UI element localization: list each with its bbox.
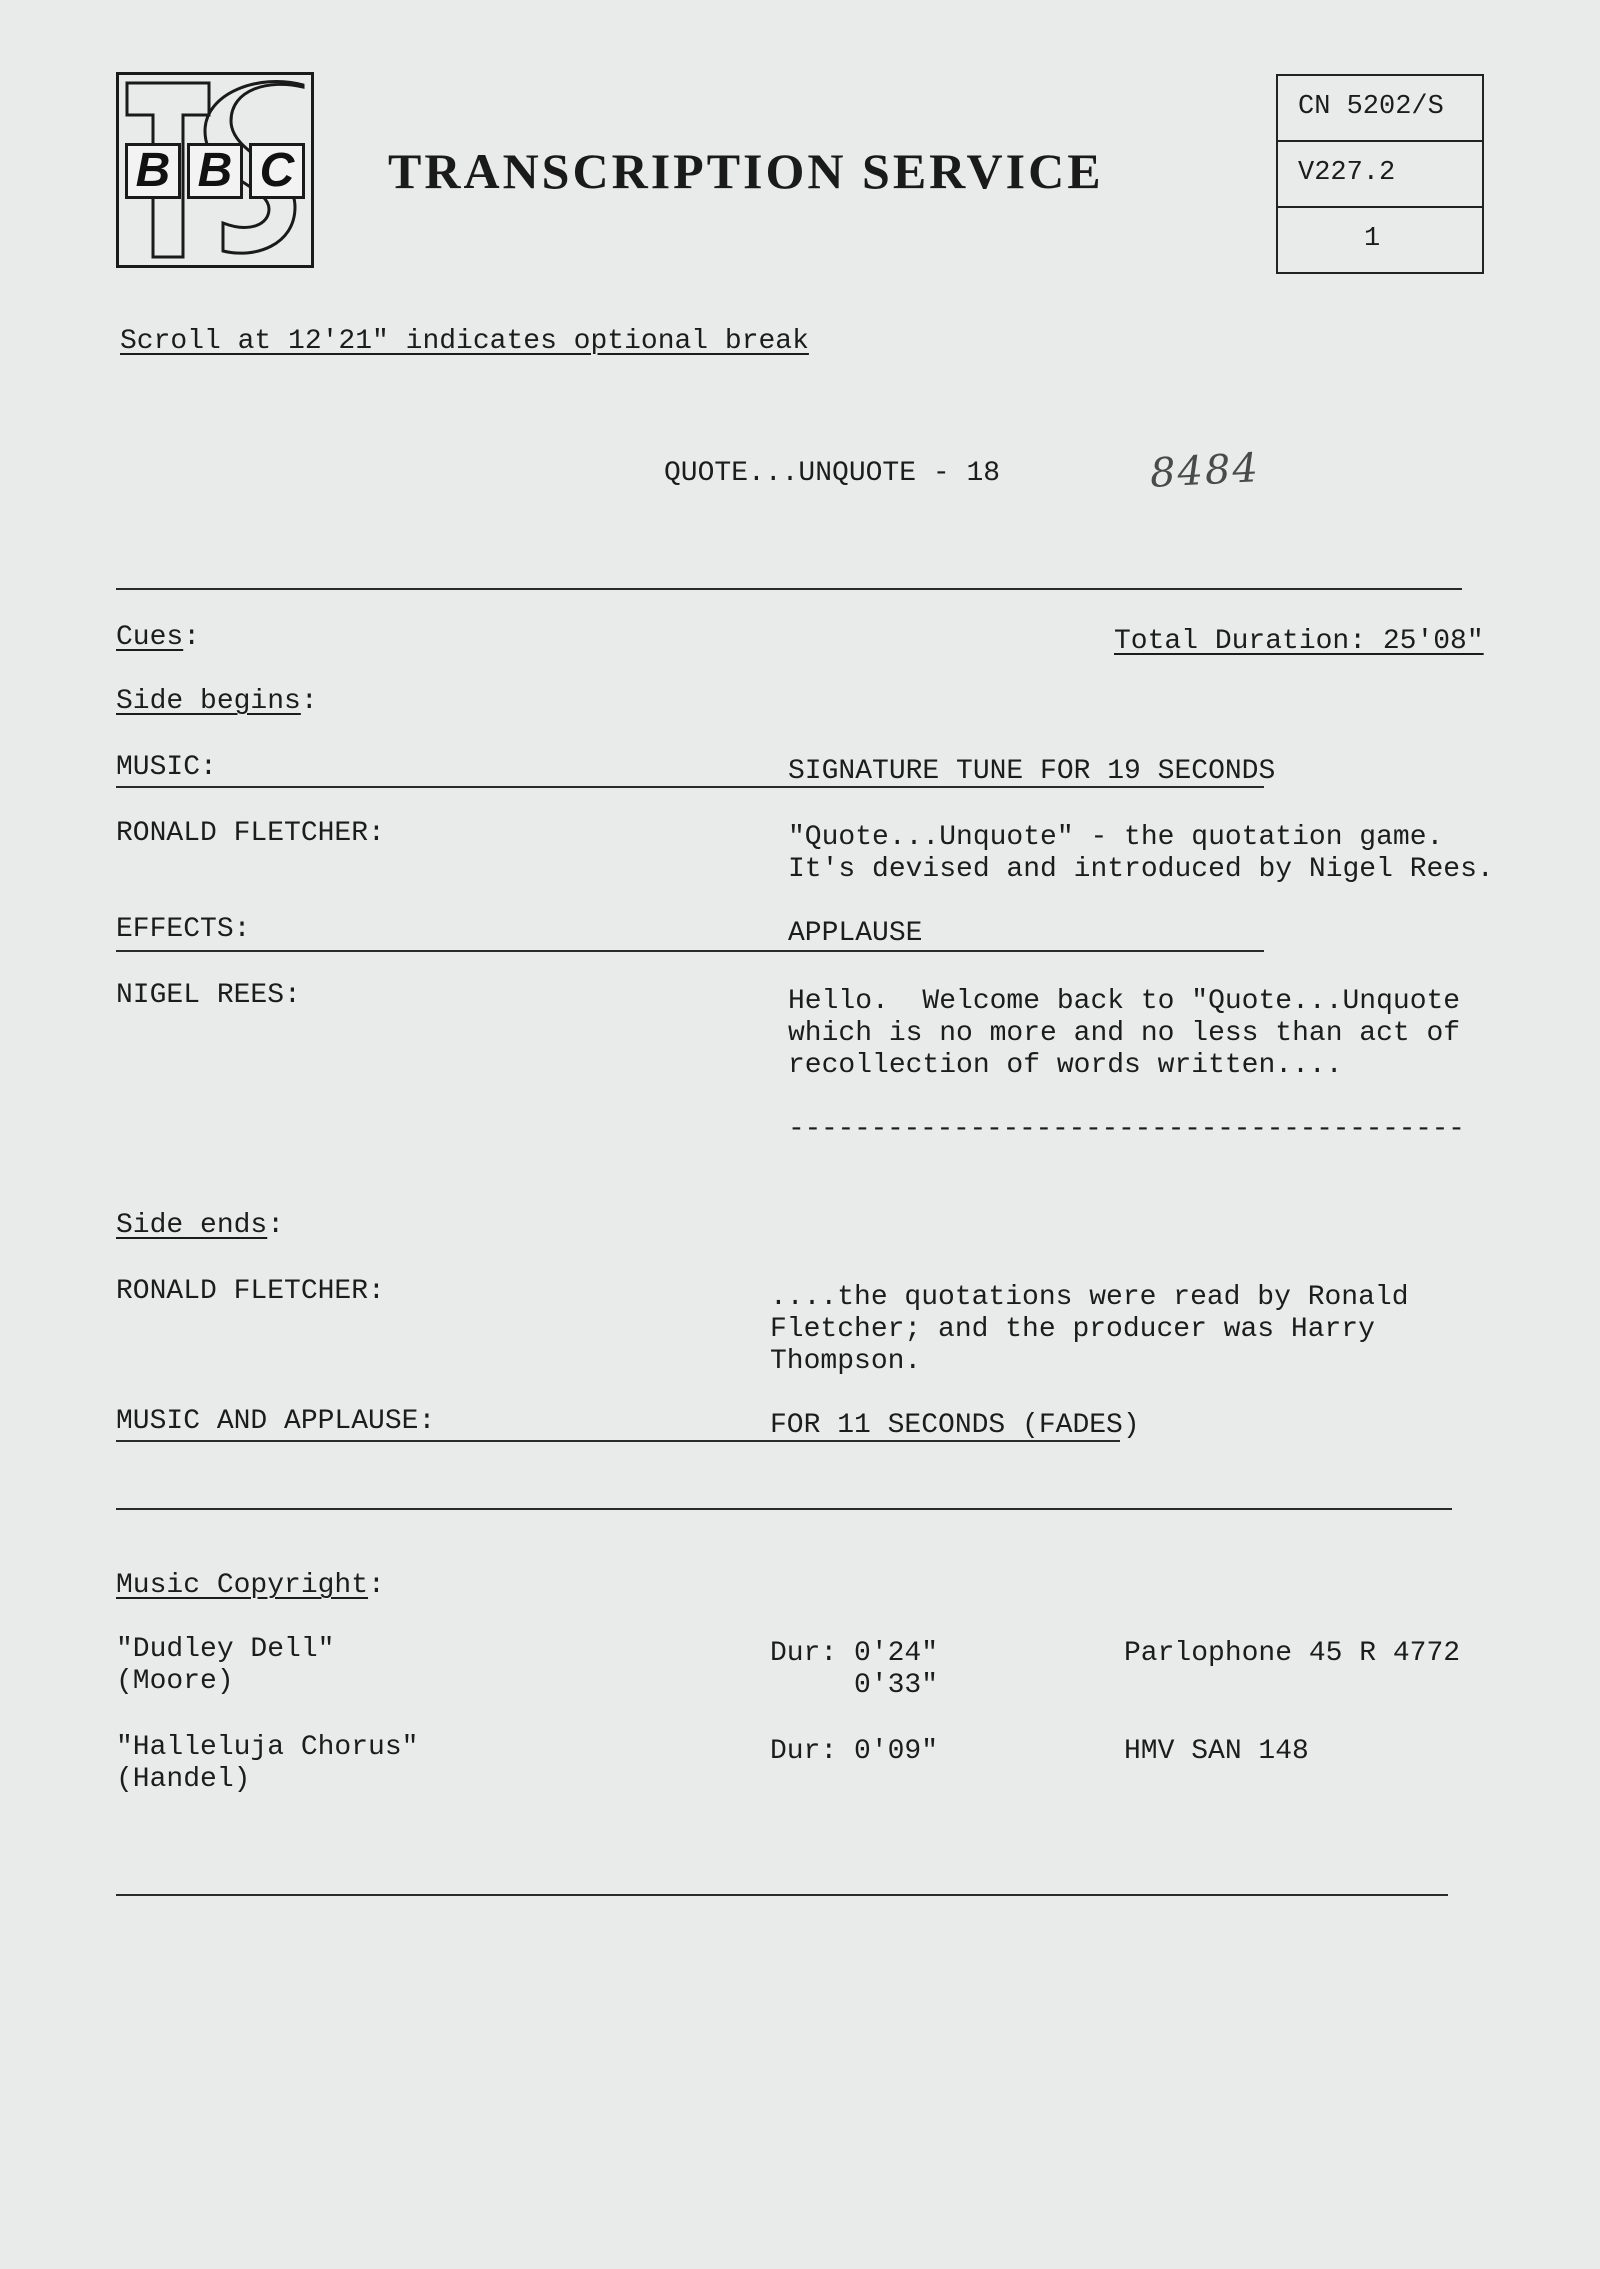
- divider-bottom: [116, 1894, 1448, 1896]
- music-copyright-heading: Music Copyright:: [116, 1570, 385, 1601]
- side-begins-heading: Side begins:: [116, 686, 318, 717]
- handwritten-number: 8484: [1148, 445, 1261, 497]
- bbc-letters: [125, 143, 305, 199]
- cues-heading: Cues:: [116, 622, 201, 653]
- music-item-title: "Dudley Dell": [116, 1634, 335, 1665]
- music-item-title: "Halleluja Chorus": [116, 1732, 419, 1763]
- music-item-duration: Dur: 0'24" 0'33": [770, 1638, 939, 1701]
- music-item-record-label: Parlophone 45 R 4772: [1124, 1638, 1461, 1669]
- reference-box: [1276, 74, 1484, 274]
- cue-label-music: MUSIC:: [116, 752, 217, 783]
- music-item-duration: Dur: 0'09": [770, 1736, 939, 1767]
- music-item-composer: (Moore): [116, 1666, 234, 1697]
- programme-title: QUOTE...UNQUOTE - 18: [664, 458, 1001, 489]
- divider-top: [116, 588, 1462, 590]
- end-cue-text-music-applause: FOR 11 SECONDS (FADES): [770, 1410, 1140, 1441]
- music-item-composer: (Handel): [116, 1764, 251, 1795]
- end-cue-label-music-applause: MUSIC AND APPLAUSE:: [116, 1406, 436, 1437]
- page-number: 1: [1364, 224, 1381, 254]
- logo-letter-b2: B: [187, 143, 243, 199]
- version-number: V227.2: [1298, 158, 1396, 188]
- cue-text-effects: APPLAUSE: [788, 918, 923, 949]
- total-duration: Total Duration: 25'08": [1114, 626, 1484, 657]
- cue-label-effects: EFFECTS:: [116, 914, 251, 945]
- cue-label-nigel-rees: NIGEL REES:: [116, 980, 301, 1011]
- cue-text-nigel-rees: Hello. Welcome back to "Quote...Unquote which is no more and no less than act of recollection of words written....: [788, 986, 1461, 1081]
- music-item-record-label: HMV SAN 148: [1124, 1736, 1309, 1767]
- end-cue-label-ronald-fletcher: RONALD FLETCHER:: [116, 1276, 385, 1307]
- ref-number: CN 5202/S: [1298, 92, 1444, 122]
- side-ends-heading: Side ends:: [116, 1210, 285, 1241]
- cue-text-music: SIGNATURE TUNE FOR 19 SECONDS: [788, 756, 1276, 787]
- cue-underline-effects: [116, 950, 1264, 952]
- end-cue-text-ronald-fletcher: ....the quotations were read by Ronald Fletcher; and the producer was Harry Thompson.: [770, 1282, 1409, 1377]
- scroll-dash-line: -----------------------------------------: [788, 1114, 1465, 1145]
- bbc-ts-logo: [116, 72, 314, 268]
- page-heading: TRANSCRIPTION SERVICE: [388, 143, 1104, 199]
- scroll-note: Scroll at 12'21" indicates optional break: [120, 326, 809, 357]
- divider-middle: [116, 1508, 1452, 1510]
- logo-letter-b1: B: [125, 143, 181, 199]
- cue-label-ronald-fletcher: RONALD FLETCHER:: [116, 818, 385, 849]
- cue-text-ronald-fletcher: "Quote...Unquote" - the quotation game. It's devised and introduced by Nigel Rees.: [788, 822, 1494, 885]
- logo-letter-c: C: [249, 143, 305, 199]
